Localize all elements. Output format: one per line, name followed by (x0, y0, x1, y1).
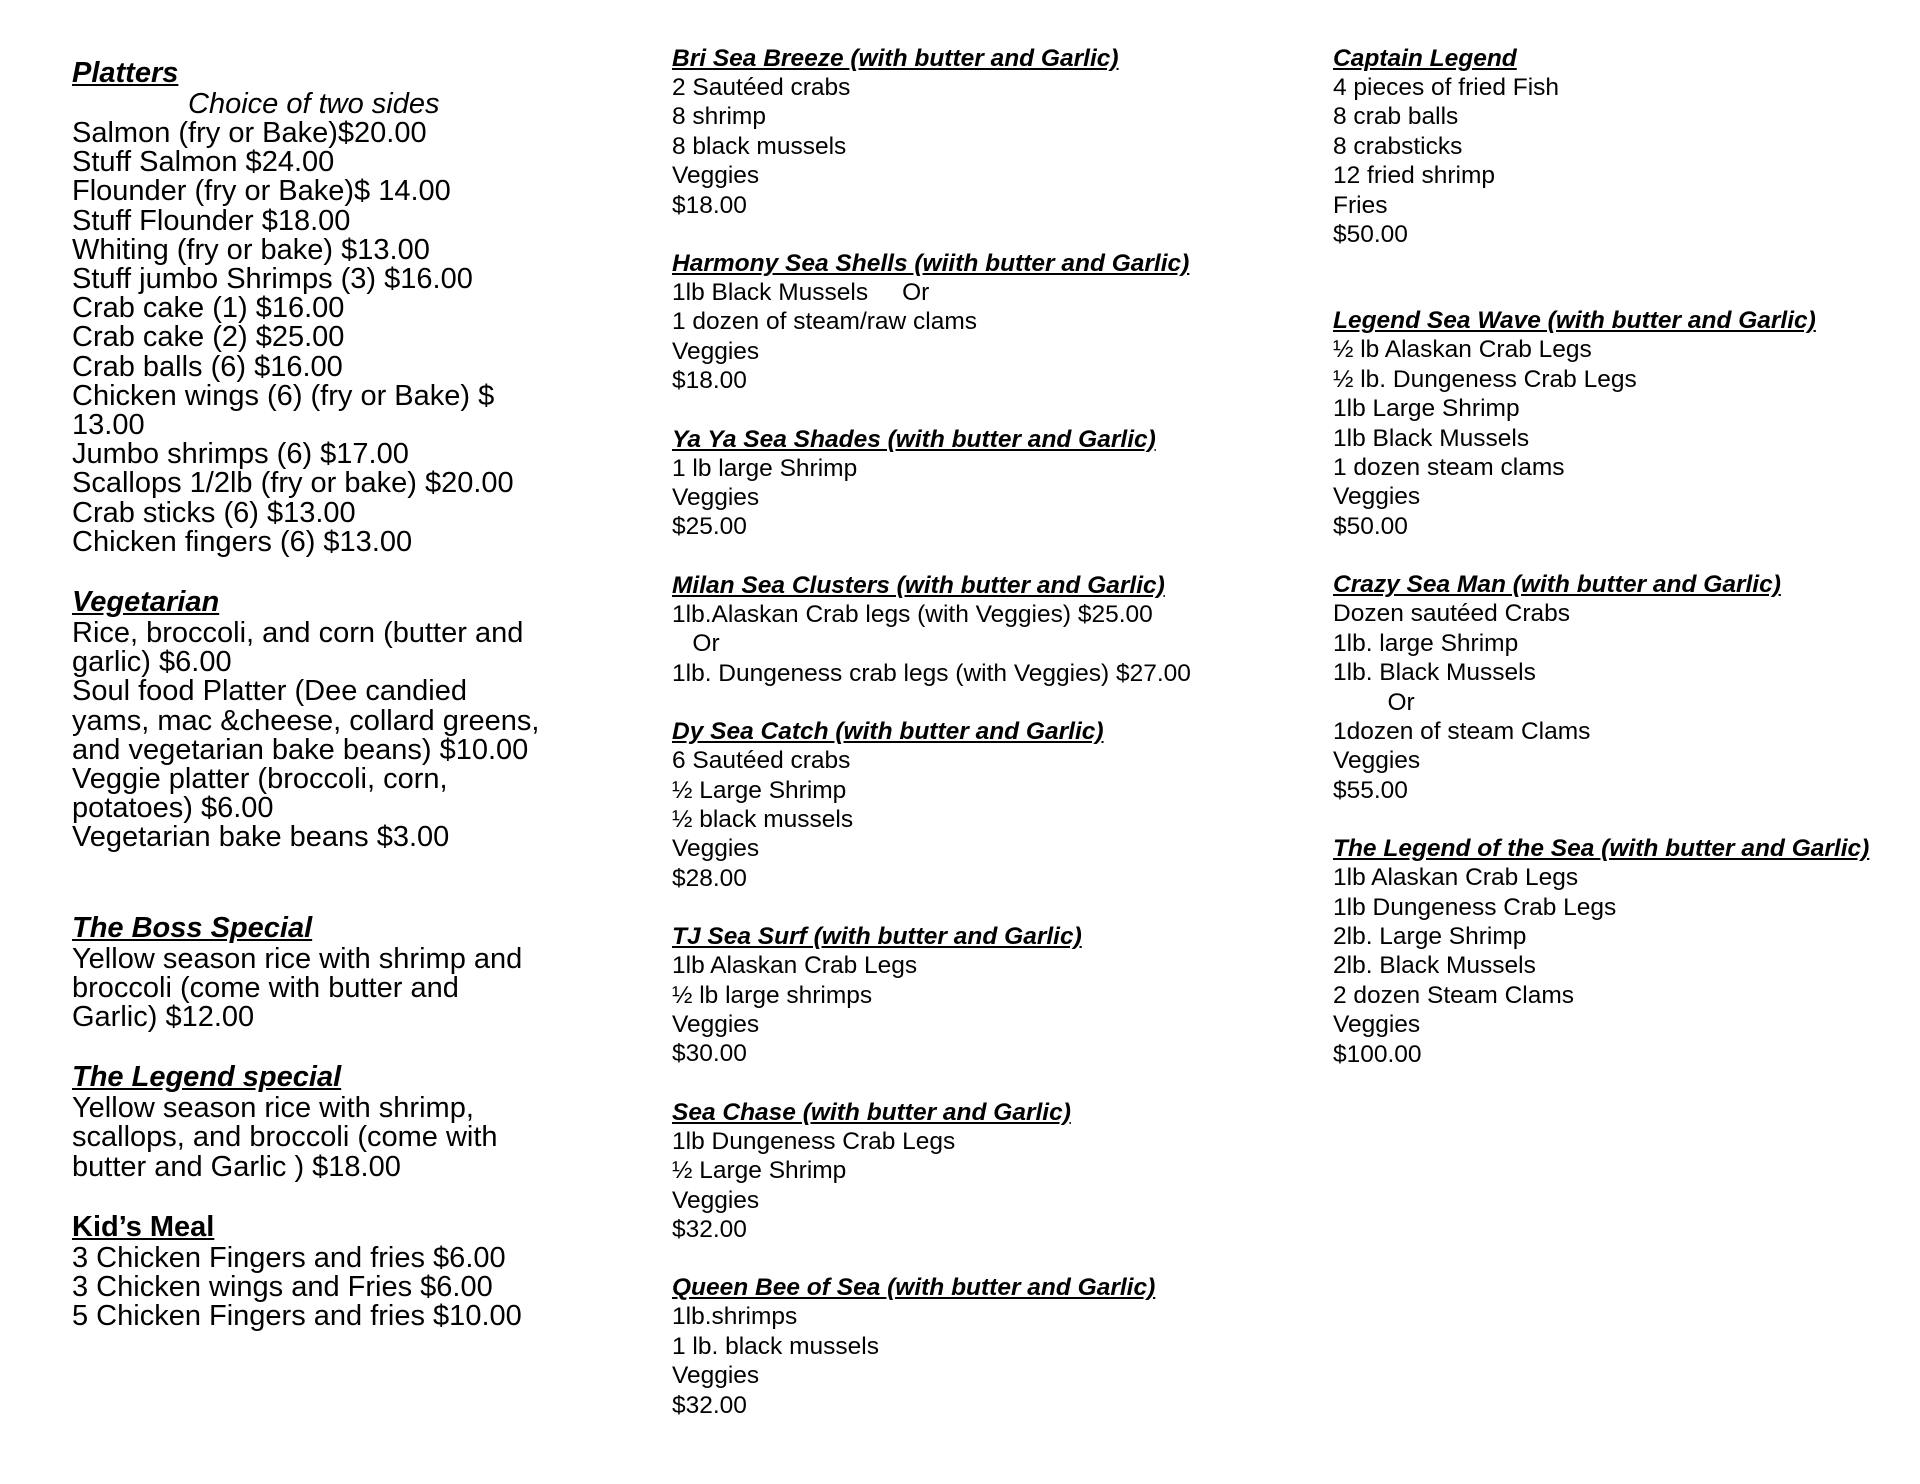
menu-line: Vegetarian bake beans $3.00 (72, 821, 450, 854)
menu-line: 1 dozen of steam/raw clams (672, 308, 978, 336)
menu-line: 8 shrimp (672, 103, 766, 131)
menu-line: Rice, broccoli, and corn (butter and (72, 617, 524, 650)
platters-section (72, 56, 592, 557)
menu-line: 1 lb large Shrimp (672, 454, 858, 482)
menu-line: 1lb.Alaskan Crab legs (with Veggies) $25.00 (672, 600, 1153, 628)
menu-line: Chicken fingers (6) $13.00 (72, 525, 413, 558)
menu-line: Veggie platter (broccoli, corn, (72, 763, 448, 796)
menu-section (1333, 306, 1913, 541)
menu-line: butter and Garlic ) $18.00 (72, 1150, 401, 1183)
menu-line: ½ black mussels (672, 805, 854, 833)
menu-section (672, 425, 1292, 542)
menu-line: 1lb Black Mussels (1333, 424, 1530, 452)
menu-line: 1dozen of steam Clams (1333, 717, 1591, 745)
menu-line: Crab balls (6) $16.00 (72, 350, 343, 383)
menu-line: ½ lb large shrimps (672, 981, 873, 1009)
menu-section (672, 717, 1292, 893)
section-heading: Crazy Sea Man (with butter and Garlic) (1333, 571, 1781, 599)
menu-line: 8 black mussels (672, 132, 847, 160)
menu-line: 1 dozen steam clams (1333, 454, 1565, 482)
kids-meal-section (72, 1210, 592, 1332)
menu-line: 1lb Black Mussels Or (672, 279, 930, 307)
legend-special-section (72, 1060, 592, 1182)
menu-line: Or (672, 630, 720, 658)
menu-line: $30.00 (672, 1040, 747, 1068)
menu-line: Veggies (672, 162, 760, 190)
menu-line: ½ lb. Dungeness Crab Legs (1333, 365, 1637, 393)
menu-line: and vegetarian bake beans) $10.00 (72, 733, 529, 766)
vegetarian-section (72, 585, 592, 853)
section-heading: Captain Legend (1333, 45, 1517, 72)
menu-line: Whiting (fry or bake) $13.00 (72, 233, 430, 266)
menu-line: Veggies (672, 1186, 760, 1214)
menu-line: Chicken wings (6) (fry or Bake) $ (72, 379, 495, 412)
menu-line: 3 Chicken Fingers and fries $6.00 (72, 1241, 506, 1274)
menu-line: potatoes) $6.00 (72, 792, 274, 825)
spacer (72, 881, 592, 911)
menu-line: $50.00 (1333, 512, 1408, 540)
boss-special-section (72, 911, 592, 1033)
menu-line: Veggies (1333, 1011, 1421, 1039)
menu-column-middle (672, 44, 1292, 1449)
menu-line: 1lb Alaskan Crab Legs (1333, 864, 1579, 892)
menu-line: garlic) $6.00 (72, 646, 232, 679)
menu-line: Veggies (1333, 747, 1421, 775)
menu-line: 1lb. Dungeness crab legs (with Veggies) $27.00 (672, 659, 1191, 687)
menu-line: Dozen sautéed Crabs (1333, 600, 1570, 628)
menu-section (672, 571, 1292, 688)
menu-section (672, 1273, 1292, 1420)
menu-line: Veggies (672, 1362, 760, 1390)
kids-meal-items (72, 1241, 592, 1333)
menu-line: Crab sticks (6) $13.00 (72, 496, 356, 529)
menu-line: Crab cake (2) $25.00 (72, 321, 345, 354)
section-heading: Legend Sea Wave (with butter and Garlic) (1333, 307, 1816, 335)
menu-line: Veggies (672, 484, 760, 512)
menu-line: 2lb. Black Mussels (1333, 952, 1536, 980)
menu-line: ½ Large Shrimp (672, 1157, 847, 1185)
section-heading: The Legend of the Sea (with butter and Garlic) (1333, 835, 1870, 863)
menu-line: ½ lb Alaskan Crab Legs (1333, 336, 1592, 364)
platters-heading: Platters (72, 57, 179, 89)
section-heading: TJ Sea Surf (with butter and Garlic) (672, 923, 1082, 951)
menu-line: Scallops 1/2lb (fry or bake) $20.00 (72, 467, 514, 500)
menu-line: Veggies (672, 337, 760, 365)
menu-line: 5 Chicken Fingers and fries $10.00 (72, 1300, 522, 1333)
menu-line: Veggies (1333, 483, 1421, 511)
menu-line: $18.00 (672, 367, 747, 395)
menu-column-left (72, 56, 592, 1360)
menu-line: Yellow season rice with shrimp and (72, 942, 523, 975)
menu-line: Soul food Platter (Dee candied (72, 675, 467, 708)
section-heading: Queen Bee of Sea (with butter and Garlic) (672, 1274, 1156, 1302)
menu-line: 8 crab balls (1333, 103, 1459, 131)
menu-line: 2 dozen Steam Clams (1333, 981, 1575, 1009)
menu-line: 8 crabsticks (1333, 132, 1463, 160)
menu-line: $28.00 (672, 864, 747, 892)
menu-line: Garlic) $12.00 (72, 1001, 255, 1034)
menu-section (1333, 44, 1913, 249)
menu-section (672, 44, 1292, 220)
section-heading: Harmony Sea Shells (wiith butter and Garlic) (672, 250, 1190, 278)
menu-line: 2lb. Large Shrimp (1333, 922, 1527, 950)
menu-line: Jumbo shrimps (6) $17.00 (72, 438, 409, 471)
menu-section (1333, 834, 1913, 1069)
menu-line: Crab cake (1) $16.00 (72, 292, 345, 325)
menu-line: $55.00 (1333, 776, 1408, 804)
boss-special-heading: The Boss Special (72, 911, 313, 944)
menu-line: 1 lb. black mussels (672, 1332, 879, 1360)
menu-column-right (1333, 44, 1913, 1098)
menu-line: yams, mac &cheese, collard greens, (72, 704, 540, 737)
menu-section (672, 1098, 1292, 1245)
platters-subhead: Choice of two sides (188, 88, 440, 120)
menu-line: Or (1333, 688, 1415, 716)
kids-meal-heading: Kid’s Meal (72, 1210, 215, 1243)
legend-special-heading: The Legend special (72, 1061, 342, 1094)
menu-line: $18.00 (672, 191, 747, 219)
menu-line: Stuff Flounder $18.00 (72, 204, 351, 237)
menu-line: Stuff jumbo Shrimps (3) $16.00 (72, 263, 473, 296)
menu-line: Flounder (fry or Bake)$ 14.00 (72, 175, 451, 208)
menu-line: broccoli (come with butter and (72, 971, 459, 1004)
menu-line: $25.00 (672, 513, 747, 541)
vegetarian-items (72, 619, 592, 853)
vegetarian-heading: Vegetarian (72, 586, 220, 619)
section-heading: Bri Sea Breeze (with butter and Garlic) (672, 45, 1119, 72)
menu-line: $100.00 (1333, 1040, 1422, 1068)
legend-special-items (72, 1094, 592, 1182)
platters-items (72, 119, 592, 557)
menu-line: $50.00 (1333, 221, 1408, 249)
menu-line: 6 Sautéed crabs (672, 747, 851, 775)
menu-line: 1lb Alaskan Crab Legs (672, 952, 918, 980)
menu-line: 4 pieces of fried Fish (1333, 74, 1560, 101)
section-heading: Sea Chase (with butter and Garlic) (672, 1098, 1071, 1126)
boss-special-items (72, 942, 592, 1034)
section-heading: Dy Sea Catch (with butter and Garlic) (672, 718, 1104, 746)
menu-line: scallops, and broccoli (come with (72, 1121, 498, 1154)
menu-line: 12 fried shrimp (1333, 162, 1496, 190)
menu-section (1333, 570, 1913, 805)
menu-section (672, 922, 1292, 1069)
menu-line: 1lb.shrimps (672, 1303, 798, 1331)
menu-line: Yellow season rice with shrimp, (72, 1092, 474, 1125)
menu-line: Stuff Salmon $24.00 (72, 146, 335, 179)
menu-line: 1lb. large Shrimp (1333, 629, 1519, 657)
menu-line: 1lb Dungeness Crab Legs (672, 1127, 956, 1155)
menu-line: Salmon (fry or Bake)$20.00 (72, 117, 427, 149)
menu-line: 1lb Dungeness Crab Legs (1333, 893, 1617, 921)
menu-line: $32.00 (672, 1391, 747, 1419)
menu-line: Veggies (672, 835, 760, 863)
menu-line: $32.00 (672, 1215, 747, 1243)
section-heading: Milan Sea Clusters (with butter and Garlic) (672, 571, 1165, 599)
menu-line: 1lb. Black Mussels (1333, 659, 1536, 687)
menu-line: Veggies (672, 1010, 760, 1038)
menu-line: 1lb Large Shrimp (1333, 395, 1520, 423)
menu-line: ½ Large Shrimp (672, 776, 847, 804)
menu-line: 2 Sautéed crabs (672, 74, 851, 101)
menu-line: Fries (1333, 191, 1388, 219)
menu-section (672, 249, 1292, 396)
section-heading: Ya Ya Sea Shades (with butter and Garlic) (672, 425, 1156, 453)
menu-line: 13.00 (72, 409, 145, 442)
menu-line: 3 Chicken wings and Fries $6.00 (72, 1271, 493, 1304)
